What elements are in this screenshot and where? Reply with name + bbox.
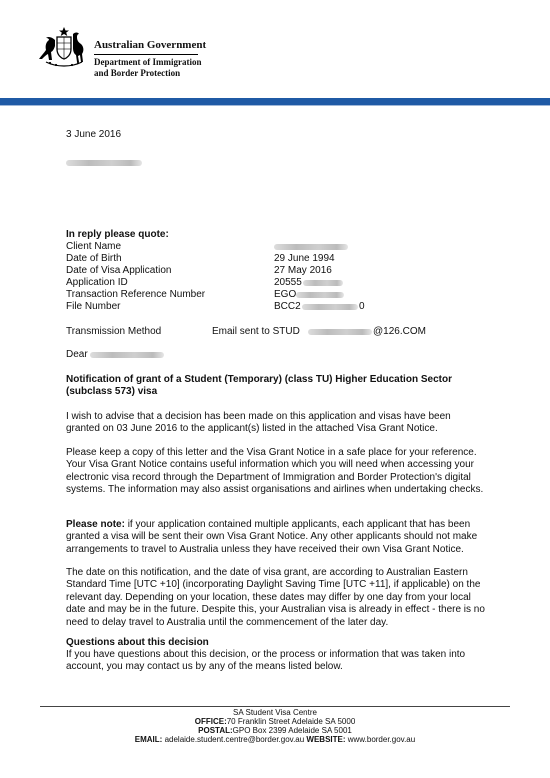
coat-of-arms-icon [38,26,90,68]
footer-divider [40,706,510,707]
organisation-name: Australian Government [94,39,207,51]
application-id-label: Application ID [66,277,128,288]
application-date-label: Date of Visa Application [66,265,172,276]
paragraph-decision: I wish to advise that a decision has been made on this application and visas have been granted on 03 June 2016 to the applicant(s) listed in the attached Visa Grant Notice. [66,411,451,435]
header-band-shadow [0,105,550,106]
department-line-1: Department of Immigration [94,57,202,67]
please-note-text: if your application contained multiple applicants, each applicant that has been granted a visa will be sent their own Visa Grant Notice. Any other applicants should not make arrangements to travel to Australia unless they have received their own Visa Grant Notice. [66,519,478,555]
application-date-value: 27 May 2016 [274,265,332,276]
office-value: 70 Franklin Street Adelaide SA 5000 [226,717,356,726]
header-band [0,98,550,105]
transaction-ref-label: Transaction Reference Number [66,289,206,300]
postal-value: GPO Box 2399 Adelaide SA 5001 [232,726,352,735]
postal-label: POSTAL: [198,726,233,735]
transmission-label: Transmission Method [66,326,162,337]
department-name [94,57,201,79]
email-label: EMAIL: [134,735,163,744]
header-divider [94,54,198,55]
website-label: WEBSITE: [306,735,346,744]
redacted-salutation-name [90,352,164,358]
redacted-client-name [274,244,348,250]
questions-heading: Questions about this decision [66,637,209,648]
salutation: Dear [66,349,88,360]
client-name-label: Client Name [66,241,122,252]
footer-centre: SA Student Visa Centre [233,708,317,717]
transmission-prefix: Email sent to STUD [212,326,300,337]
website-link[interactable]: www.border.gov.au [345,735,416,744]
redacted-file-number [302,304,358,310]
footer-contact [0,735,550,745]
file-number-value: BCC2 [274,301,301,312]
application-id-value: 20555 [274,277,302,288]
email-link[interactable]: adelaide.student.centre@border.gov.au [162,735,307,744]
dob-label: Date of Birth [66,253,122,264]
paragraph-dates: The date on this notification, and the date of visa grant, are according to Australian Eastern Standard Time [UTC +10] (incorporating Daylight Saving Time [UTC +11], if applicable) on the relevant day. Depending on your location, these dates may differ by one day from your local date and may be in the future. Despite this, your Australian visa is already in effect - there is no need to delay travel to Australia until the commencement of the later day. [66,567,485,628]
office-label: OFFICE: [194,717,227,726]
redacted-addressee [66,160,142,166]
redacted-application-id [303,280,343,286]
paragraph-questions: If you have questions about this decision, or the process or information that was taken into account, you may contact us by any of the means listed below. [66,649,466,673]
department-line-2: and Border Protection [94,68,181,78]
dob-value: 29 June 1994 [274,253,335,264]
paragraph-please-note [66,519,486,556]
reply-heading: In reply please quote: [66,229,169,240]
please-note-label: Please note: [66,519,125,530]
file-number-end: 0 [359,301,365,312]
redacted-email [308,329,372,335]
subject-heading: Notification of grant of a Student (Temporary) (class TU) Higher Education Sector (subclass 573) visa [66,374,452,398]
paragraph-keep-copy: Please keep a copy of this letter and the Visa Grant Notice in a safe place for your reference. Your Visa Grant Notice contains useful information which you will need when accessing your electronic visa record through the Department of Immigration and Border Protection's digital systems. The information may also assist organisations and airlines when undertaking checks. [66,447,484,496]
file-number-label: File Number [66,301,121,312]
letter-date: 3 June 2016 [66,129,122,140]
transmission-suffix: @126.COM [373,326,426,337]
transaction-ref-value: EGO [274,289,297,300]
redacted-transaction-ref [296,292,344,298]
